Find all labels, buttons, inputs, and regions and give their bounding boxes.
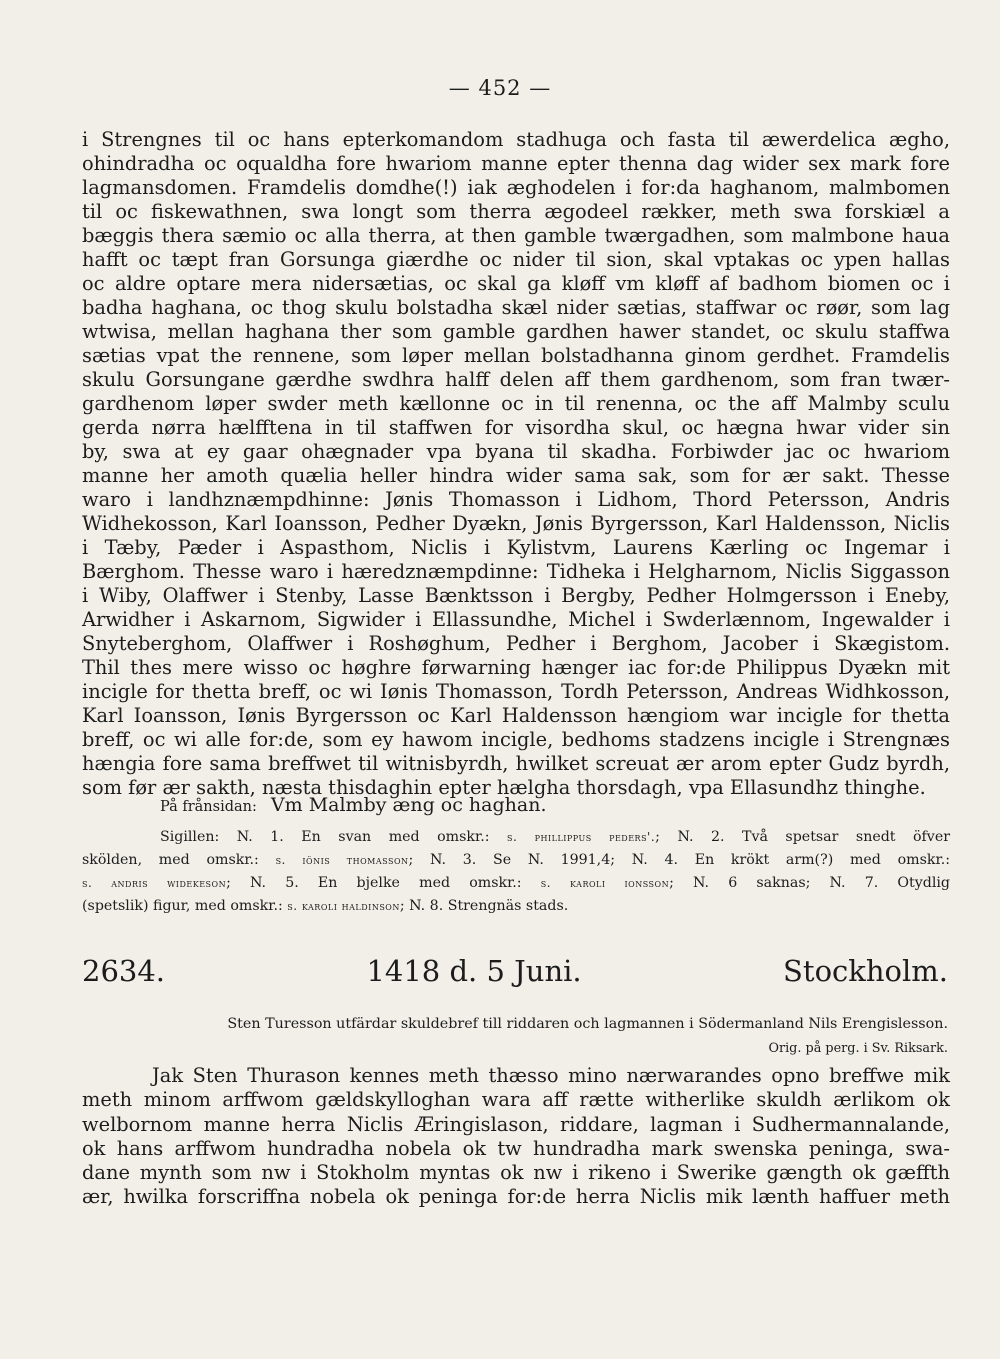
seals-note [82, 826, 950, 918]
text-line: ær, hwilka forscriffna nobela ok peninga for:de herra Niclis mik lænth haffuer meth [82, 1185, 950, 1209]
text-line: welbornom manne herra Niclis Æringislason, riddare, lagman i Sudhermannalande, [82, 1112, 950, 1136]
text-line: by, swa at ey gaar ohægnader vpa byana til skadha. Forbiwder jac oc hwariom [82, 440, 950, 463]
text-line: hafft oc tæpt fran Gorsunga giærdhe oc nider til sion, skal vptakas oc ypen hallas [82, 248, 950, 271]
text-line: lagmansdomen. Framdelis domdhe(!) iak æghodelen i for:da haghanom, malmbomen [82, 176, 950, 199]
charter-text [82, 1064, 950, 1210]
text-line: som før ær sakth, næsta thisdaghin epter hælgha thorsdagh, vpa Ellasundhz thinghe. [82, 776, 926, 799]
seals-text: ; N. 2. Två spetsar snedt öfver [655, 829, 950, 845]
text-line: oc aldre optare mera nidersætias, oc skal ga kløff vm kløff af badhom biomen oc i [82, 272, 950, 295]
seals-text: Sigillen: N. 1. En svan med omskr.: [160, 829, 490, 845]
charter-body-text [82, 128, 950, 800]
text-line: Jak Sten Thurason kennes meth thæsso mino nærwarandes opno breffwe mik [152, 1064, 950, 1087]
seals-text: ; N. 3. Se N. 1991,4; N. 4. En krökt arm(?) med omskr.: [408, 852, 950, 868]
seals-line [82, 895, 950, 918]
seal-inscription: s. iönis thomasson [275, 853, 409, 867]
seal-inscription: s. andris widekeson [82, 876, 227, 890]
text-line: Widhekosson, Karl Ioansson, Pedher Dyækn, Jønis Byrgersson, Karl Haldensson, Niclis [82, 512, 950, 535]
text-line: wtwisa, mellan haghana ther som gamble gardhen hawer standet, oc skulu staffwa [82, 320, 950, 343]
text-line: i Tæby, Pæder i Aspasthom, Niclis i Kylistvm, Laurens Kærling oc Ingemar i [82, 536, 950, 559]
seals-text: skölden, med omskr.: [82, 852, 259, 868]
text-line: Snyteberghom, Olaffwer i Roshøghum, Pedher i Berghom, Jacober i Skægistom. [82, 632, 950, 655]
text-line: i Strengnes til oc hans epterkomandom stadhuga och fasta til æwerdelica ægho, [82, 128, 950, 151]
charter-date: 1418 d. 5 Juni. [366, 954, 582, 988]
seals-text: ; N. 8. Strengnäs stads. [399, 898, 569, 914]
text-line: Karl Ioansson, Iønis Byrgersson oc Karl Haldensson hængiom war incigle for thetta [82, 704, 950, 727]
text-line: sætias vpat the rennene, som løper mellan bolstadhanna ginom gerdhet. Framdelis [82, 344, 950, 367]
text-line: Thil thes mere wisso oc høghre førwarning hænger iac for:de Philippus Dyækn mit [82, 656, 950, 679]
text-line: hængia fore sama breffwet til witnisbyrdh, hwilket screuat ær arom epter Gudz byrdh, [82, 752, 950, 775]
seals-text: ; N. 6 saknas; N. 7. Otydlig [669, 875, 950, 891]
text-line: dane mynth som nw i Stokholm myntas ok nw i rikeno i Swerike gængth ok gæffth [82, 1161, 950, 1185]
seals-line [82, 826, 950, 849]
text-line: bæggis thera sæmio oc alla therra, at then gamble twærgadhen, som malmbone haua [82, 224, 950, 247]
text-line: til oc fiskewathnen, swa longt som therra ægodeel rækker, meth swa forskiæl a [82, 200, 950, 223]
charter-summary: Sten Turesson utfärdar skuldebref till riddaren och lagmannen i Södermanland Nils Erengislesson. [227, 1016, 948, 1032]
text-line: meth minom arffwom gældskylloghan wara aff rætte witherlike skuldh ærlikom ok [82, 1088, 950, 1112]
seals-text: ; N. 5. En bjelke med omskr.: [226, 875, 522, 891]
charter-number: 2634. [82, 954, 166, 988]
text-line: Bærghom. Thesse waro i hæredznæmpdinne: Tidheka i Helgharnom, Niclis Siggasson [82, 560, 950, 583]
text-line: skulu Gorsungane gærdhe swdhra halff delen aff them gardhenom, som fran twær- [82, 368, 950, 391]
seal-inscription: s. karoli haldinson [287, 899, 400, 913]
text-line: breff, oc wi alle for:de, som ey hawom incigle, bedhoms stadzens incigle i Strengnæs [82, 728, 950, 751]
text-line: ok hans arffwom hundradha nobela ok tw hundradha mark swenska peninga, swa- [82, 1136, 950, 1160]
text-line: incigle for thetta breff, oc wi Iønis Thomasson, Tordh Petersson, Andreas Widhkosson, [82, 680, 950, 703]
charter-place: Stockholm. [783, 954, 948, 988]
charter-source: Orig. på perg. i Sv. Riksark. [768, 1041, 948, 1056]
text-line: manne her amoth quælia heller hindra wider sama sak, som for ær sakt. Thesse [82, 464, 950, 487]
text-line: waro i landhznæmpdhinne: Jønis Thomasson i Lidhom, Thord Petersson, Andris [82, 488, 950, 511]
seals-line [82, 872, 950, 895]
seal-inscription: s. phillippus peders'. [507, 830, 656, 844]
dorse-label: På frånsidan: [160, 799, 257, 815]
text-line: gerda nørra hælfftena in til staffwen for visordha skul, oc hægna hwar vider sin [82, 416, 950, 439]
text-line: i Wiby, Olaffwer i Stenby, Lasse Bænktsson i Bergby, Pedher Holmgersson i Eneby, [82, 584, 950, 607]
text-line: ohindradha oc oqualdha fore hwariom manne epter thenna dag wider sex mark fore [82, 152, 950, 175]
seal-inscription: s. karoli ionsson [540, 876, 670, 890]
seals-text: (spetslik) figur, med omskr.: [82, 898, 283, 914]
text-line: gardhenom løper swder meth kællonne oc in til renenna, oc the aff Malmby sculu [82, 392, 950, 415]
page-number: — 452 — [448, 76, 552, 100]
dorse-note [160, 794, 547, 816]
text-line: Arwidher i Askarnom, Sigwider i Ellassundhe, Michel i Swderlænnom, Ingewalder i [82, 608, 950, 631]
seals-line [82, 849, 950, 872]
dorse-text: Vm Malmby æng oc haghan. [270, 794, 547, 816]
charter-heading [82, 954, 948, 988]
text-line: badha haghana, oc thog skulu bolstadha skæl nider sætias, staffwar oc røør, som lag [82, 296, 950, 319]
